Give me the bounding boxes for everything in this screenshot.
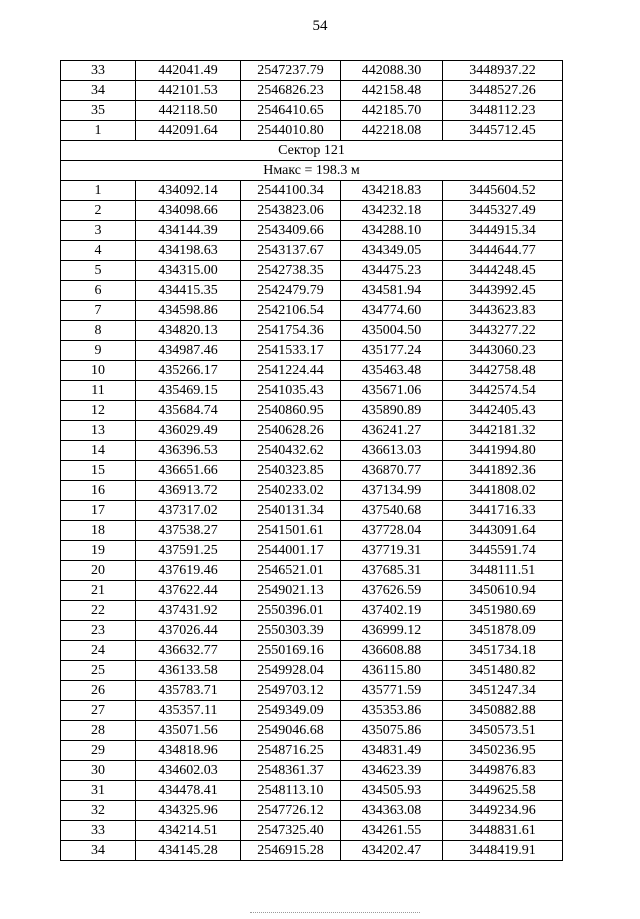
table-row — [61, 781, 563, 801]
coord-x2: 434475.23 — [341, 261, 443, 281]
coord-y1: 2540323.85 — [241, 461, 341, 481]
point-number: 29 — [61, 741, 136, 761]
table-row — [61, 521, 563, 541]
coord-x1: 434098.66 — [136, 201, 241, 221]
point-number: 1 — [61, 121, 136, 141]
coord-y1: 2548716.25 — [241, 741, 341, 761]
coord-x1: 437317.02 — [136, 501, 241, 521]
point-number: 11 — [61, 381, 136, 401]
coord-x2: 437626.59 — [341, 581, 443, 601]
coord-x2: 442158.48 — [341, 81, 443, 101]
coord-x1: 436133.58 — [136, 661, 241, 681]
coord-x2: 435671.06 — [341, 381, 443, 401]
point-number: 35 — [61, 101, 136, 121]
point-number: 9 — [61, 341, 136, 361]
coord-x2: 434774.60 — [341, 301, 443, 321]
coord-y1: 2540860.95 — [241, 401, 341, 421]
coord-y1: 2542479.79 — [241, 281, 341, 301]
rows-before-sector — [61, 61, 563, 141]
coord-x1: 436651.66 — [136, 461, 241, 481]
coord-x1: 442091.64 — [136, 121, 241, 141]
point-number: 2 — [61, 201, 136, 221]
coord-x2: 437719.31 — [341, 541, 443, 561]
coord-y2: 3448419.91 — [443, 841, 563, 861]
point-number: 12 — [61, 401, 136, 421]
point-number: 5 — [61, 261, 136, 281]
point-number: 21 — [61, 581, 136, 601]
coord-y1: 2540131.34 — [241, 501, 341, 521]
coord-x2: 434831.49 — [341, 741, 443, 761]
table-row — [61, 361, 563, 381]
point-number: 8 — [61, 321, 136, 341]
coord-y1: 2541754.36 — [241, 321, 341, 341]
coord-x1: 437538.27 — [136, 521, 241, 541]
table-row — [61, 481, 563, 501]
coord-x2: 434261.55 — [341, 821, 443, 841]
coord-y2: 3448527.26 — [443, 81, 563, 101]
coord-y1: 2541533.17 — [241, 341, 341, 361]
coord-y2: 3450236.95 — [443, 741, 563, 761]
coord-x2: 434623.39 — [341, 761, 443, 781]
coord-y1: 2546521.01 — [241, 561, 341, 581]
coord-y2: 3442758.48 — [443, 361, 563, 381]
coord-x2: 434232.18 — [341, 201, 443, 221]
point-number: 6 — [61, 281, 136, 301]
coord-y2: 3441808.02 — [443, 481, 563, 501]
coord-y2: 3443277.22 — [443, 321, 563, 341]
point-number: 10 — [61, 361, 136, 381]
coord-y1: 2548361.37 — [241, 761, 341, 781]
coord-y2: 3450573.51 — [443, 721, 563, 741]
coord-y2: 3449234.96 — [443, 801, 563, 821]
coord-y1: 2550303.39 — [241, 621, 341, 641]
coord-y1: 2541224.44 — [241, 361, 341, 381]
sector-header — [61, 141, 563, 181]
coord-x2: 436999.12 — [341, 621, 443, 641]
coord-x2: 435771.59 — [341, 681, 443, 701]
coord-x1: 434818.96 — [136, 741, 241, 761]
coord-x1: 434820.13 — [136, 321, 241, 341]
table-row — [61, 461, 563, 481]
coord-x2: 437728.04 — [341, 521, 443, 541]
coord-x1: 437619.46 — [136, 561, 241, 581]
coord-y2: 3449876.83 — [443, 761, 563, 781]
coord-x2: 437134.99 — [341, 481, 443, 501]
table-row — [61, 601, 563, 621]
point-number: 20 — [61, 561, 136, 581]
point-number: 23 — [61, 621, 136, 641]
sector-title: Сектор 121 — [61, 141, 563, 161]
table-row — [61, 721, 563, 741]
coord-x1: 435357.11 — [136, 701, 241, 721]
coord-x1: 434598.86 — [136, 301, 241, 321]
coord-y1: 2549928.04 — [241, 661, 341, 681]
table-row — [61, 101, 563, 121]
coord-x1: 434092.14 — [136, 181, 241, 201]
coord-y1: 2544010.80 — [241, 121, 341, 141]
coord-y2: 3451247.34 — [443, 681, 563, 701]
coord-y2: 3443091.64 — [443, 521, 563, 541]
coord-y2: 3443992.45 — [443, 281, 563, 301]
point-number: 25 — [61, 661, 136, 681]
coord-y2: 3448831.61 — [443, 821, 563, 841]
coord-y2: 3444915.34 — [443, 221, 563, 241]
table-row — [61, 541, 563, 561]
point-number: 32 — [61, 801, 136, 821]
coord-y1: 2544001.17 — [241, 541, 341, 561]
point-number: 24 — [61, 641, 136, 661]
point-number: 33 — [61, 61, 136, 81]
table-row — [61, 181, 563, 201]
point-number: 14 — [61, 441, 136, 461]
coord-y1: 2541501.61 — [241, 521, 341, 541]
coord-y2: 3441716.33 — [443, 501, 563, 521]
coord-x2: 435177.24 — [341, 341, 443, 361]
point-number: 26 — [61, 681, 136, 701]
point-number: 33 — [61, 821, 136, 841]
coord-y1: 2548113.10 — [241, 781, 341, 801]
coord-y1: 2547237.79 — [241, 61, 341, 81]
coord-x2: 442185.70 — [341, 101, 443, 121]
coord-x1: 434315.00 — [136, 261, 241, 281]
coord-x2: 436613.03 — [341, 441, 443, 461]
coord-x1: 436632.77 — [136, 641, 241, 661]
coord-x2: 434505.93 — [341, 781, 443, 801]
coord-y2: 3444248.45 — [443, 261, 563, 281]
coord-x2: 442218.08 — [341, 121, 443, 141]
coord-y2: 3443623.83 — [443, 301, 563, 321]
coord-y1: 2544100.34 — [241, 181, 341, 201]
coord-x2: 437402.19 — [341, 601, 443, 621]
table-row — [61, 321, 563, 341]
coord-y1: 2550396.01 — [241, 601, 341, 621]
coord-y2: 3451480.82 — [443, 661, 563, 681]
table-row — [61, 201, 563, 221]
point-number: 13 — [61, 421, 136, 441]
table-row — [61, 421, 563, 441]
coord-x1: 435266.17 — [136, 361, 241, 381]
table-row — [61, 121, 563, 141]
table-row — [61, 661, 563, 681]
table-row — [61, 241, 563, 261]
coord-x1: 437591.25 — [136, 541, 241, 561]
coord-y2: 3443060.23 — [443, 341, 563, 361]
table-row — [61, 681, 563, 701]
coord-x2: 435004.50 — [341, 321, 443, 341]
coord-x2: 435890.89 — [341, 401, 443, 421]
coord-y1: 2547726.12 — [241, 801, 341, 821]
table-row — [61, 261, 563, 281]
coord-x2: 434581.94 — [341, 281, 443, 301]
coord-y2: 3448112.23 — [443, 101, 563, 121]
table-row — [61, 381, 563, 401]
coord-y2: 3445604.52 — [443, 181, 563, 201]
coord-x2: 435463.48 — [341, 361, 443, 381]
coord-x1: 437431.92 — [136, 601, 241, 621]
table-row — [61, 441, 563, 461]
coord-x2: 434363.08 — [341, 801, 443, 821]
coord-x2: 436870.77 — [341, 461, 443, 481]
table-row — [61, 61, 563, 81]
coord-y1: 2546915.28 — [241, 841, 341, 861]
coord-y1: 2549021.13 — [241, 581, 341, 601]
table-row — [61, 821, 563, 841]
point-number: 1 — [61, 181, 136, 201]
coord-y2: 3450610.94 — [443, 581, 563, 601]
table-row — [61, 81, 563, 101]
table-row — [61, 341, 563, 361]
coord-x1: 434478.41 — [136, 781, 241, 801]
coord-y2: 3442574.54 — [443, 381, 563, 401]
coord-x1: 435071.56 — [136, 721, 241, 741]
table-row — [61, 281, 563, 301]
table-row — [61, 701, 563, 721]
coord-y1: 2546410.65 — [241, 101, 341, 121]
coord-x2: 435353.86 — [341, 701, 443, 721]
coord-x1: 442101.53 — [136, 81, 241, 101]
coord-y1: 2540628.26 — [241, 421, 341, 441]
rows-sector-121 — [61, 181, 563, 861]
coord-x2: 434218.83 — [341, 181, 443, 201]
coord-x2: 437540.68 — [341, 501, 443, 521]
height-max: Нмакс = 198.3 м — [61, 161, 563, 181]
coord-y2: 3448937.22 — [443, 61, 563, 81]
height-max-row — [61, 161, 563, 181]
coord-y1: 2540233.02 — [241, 481, 341, 501]
coord-y1: 2542738.35 — [241, 261, 341, 281]
coord-y1: 2543823.06 — [241, 201, 341, 221]
table-row — [61, 801, 563, 821]
coord-y2: 3445712.45 — [443, 121, 563, 141]
point-number: 15 — [61, 461, 136, 481]
table-row — [61, 841, 563, 861]
coord-x1: 435684.74 — [136, 401, 241, 421]
coord-y1: 2543137.67 — [241, 241, 341, 261]
point-number: 34 — [61, 841, 136, 861]
coord-x1: 434214.51 — [136, 821, 241, 841]
coord-x2: 435075.86 — [341, 721, 443, 741]
table-row — [61, 301, 563, 321]
point-number: 30 — [61, 761, 136, 781]
point-number: 4 — [61, 241, 136, 261]
point-number: 31 — [61, 781, 136, 801]
coord-x1: 434325.96 — [136, 801, 241, 821]
scan-artifact-line — [250, 912, 420, 914]
coord-y1: 2541035.43 — [241, 381, 341, 401]
coord-x2: 436115.80 — [341, 661, 443, 681]
coord-y1: 2549046.68 — [241, 721, 341, 741]
point-number: 22 — [61, 601, 136, 621]
table-row — [61, 221, 563, 241]
coord-x1: 435469.15 — [136, 381, 241, 401]
coord-x2: 436241.27 — [341, 421, 443, 441]
point-number: 7 — [61, 301, 136, 321]
coord-y1: 2547325.40 — [241, 821, 341, 841]
coord-y2: 3448111.51 — [443, 561, 563, 581]
coord-x1: 434145.28 — [136, 841, 241, 861]
coord-x2: 434349.05 — [341, 241, 443, 261]
coord-y2: 3449625.58 — [443, 781, 563, 801]
coord-x2: 434202.47 — [341, 841, 443, 861]
coord-x2: 434288.10 — [341, 221, 443, 241]
table-row — [61, 621, 563, 641]
coord-y1: 2549703.12 — [241, 681, 341, 701]
table-row — [61, 581, 563, 601]
coord-y2: 3444644.77 — [443, 241, 563, 261]
coord-y2: 3442405.43 — [443, 401, 563, 421]
table-row — [61, 761, 563, 781]
coord-x1: 436029.49 — [136, 421, 241, 441]
coord-y2: 3442181.32 — [443, 421, 563, 441]
point-number: 34 — [61, 81, 136, 101]
coord-x1: 434602.03 — [136, 761, 241, 781]
coord-x1: 442118.50 — [136, 101, 241, 121]
table-row — [61, 561, 563, 581]
point-number: 3 — [61, 221, 136, 241]
coord-y1: 2549349.09 — [241, 701, 341, 721]
coord-x1: 437026.44 — [136, 621, 241, 641]
coord-x1: 434415.35 — [136, 281, 241, 301]
coord-y2: 3451734.18 — [443, 641, 563, 661]
coordinates-table — [60, 60, 563, 861]
coord-y2: 3445591.74 — [443, 541, 563, 561]
coord-y2: 3451878.09 — [443, 621, 563, 641]
coord-x2: 436608.88 — [341, 641, 443, 661]
coord-y1: 2540432.62 — [241, 441, 341, 461]
point-number: 28 — [61, 721, 136, 741]
point-number: 16 — [61, 481, 136, 501]
coord-x1: 436396.53 — [136, 441, 241, 461]
coord-x1: 434987.46 — [136, 341, 241, 361]
table-row — [61, 741, 563, 761]
coord-y1: 2550169.16 — [241, 641, 341, 661]
coord-x1: 437622.44 — [136, 581, 241, 601]
coord-x1: 435783.71 — [136, 681, 241, 701]
coord-x2: 437685.31 — [341, 561, 443, 581]
coord-y1: 2543409.66 — [241, 221, 341, 241]
coord-y1: 2546826.23 — [241, 81, 341, 101]
table-row — [61, 401, 563, 421]
coord-x1: 442041.49 — [136, 61, 241, 81]
table-row — [61, 641, 563, 661]
coord-y2: 3451980.69 — [443, 601, 563, 621]
coord-y1: 2542106.54 — [241, 301, 341, 321]
coord-y2: 3450882.88 — [443, 701, 563, 721]
table-row — [61, 501, 563, 521]
point-number: 19 — [61, 541, 136, 561]
coord-x1: 434144.39 — [136, 221, 241, 241]
coord-y2: 3441892.36 — [443, 461, 563, 481]
page-number: 54 — [312, 18, 328, 34]
point-number: 27 — [61, 701, 136, 721]
point-number: 18 — [61, 521, 136, 541]
coord-y2: 3445327.49 — [443, 201, 563, 221]
coord-y2: 3441994.80 — [443, 441, 563, 461]
coord-x1: 436913.72 — [136, 481, 241, 501]
coord-x2: 442088.30 — [341, 61, 443, 81]
coord-x1: 434198.63 — [136, 241, 241, 261]
sector-title-row — [61, 141, 563, 161]
point-number: 17 — [61, 501, 136, 521]
